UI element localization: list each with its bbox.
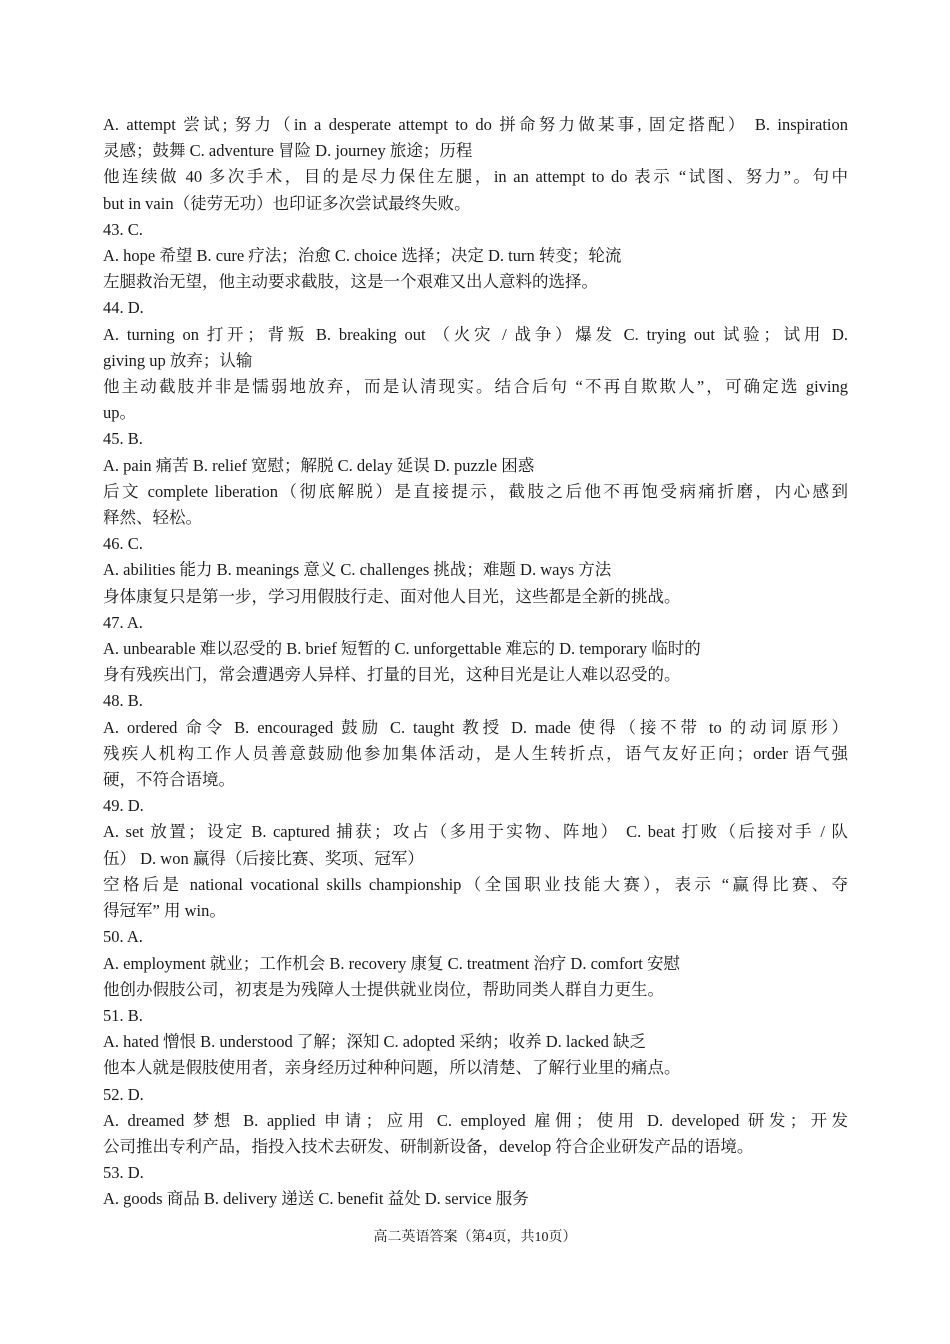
text-line: 他主动截肢并非是懦弱地放弃，而是认清现实。结合后句 “不再自欺欺人”，可确定选 giving bbox=[103, 377, 848, 397]
text-line: A. turning on 打开；背叛 B. breaking out （火灾 / 战争）爆发 C. trying out 试验；试用 D. bbox=[103, 324, 848, 344]
question-number: 51. B. bbox=[103, 1005, 143, 1025]
text-line: 伍） D. won 赢得（后接比赛、奖项、冠军） bbox=[103, 848, 424, 868]
text-line: 残疾人机构工作人员善意鼓励他参加集体活动，是人生转折点，语气友好正向；order 语气强 bbox=[103, 743, 848, 763]
text-line: A. dreamed 梦想 B. applied 申请；应用 C. employed 雇佣；使用 D. developed 研发；开发 bbox=[103, 1110, 848, 1130]
text-line: 释然、轻松。 bbox=[103, 508, 202, 528]
question-number: 45. B. bbox=[103, 429, 143, 449]
text-line: 硬，不符合语境。 bbox=[103, 770, 235, 790]
text-line: A. attempt 尝试; 努力（in a desperate attempt to do 拼命努力做某事, 固定搭配） B. inspiration bbox=[103, 115, 848, 134]
text-line: 后文 complete liberation（彻底解脱）是直接提示，截肢之后他不再饱受病痛折磨，内心感到 bbox=[103, 481, 848, 501]
question-number: 52. D. bbox=[103, 1084, 144, 1104]
text-line: A. set 放置；设定 B. captured 捕获；攻占（多用于实物、阵地） C. beat 打败（后接对手 / 队 bbox=[103, 822, 848, 842]
question-number: 53. D. bbox=[103, 1163, 144, 1183]
text-line: A. hope 希望 B. cure 疗法；治愈 C. choice 选择；决定 D. turn 转变；轮流 bbox=[103, 246, 622, 266]
text-line: 他本人就是假肢使用者，亲身经历过种种问题，所以清楚、了解行业里的痛点。 bbox=[103, 1058, 681, 1078]
question-number: 47. A. bbox=[103, 612, 143, 632]
answer-content bbox=[103, 112, 848, 1213]
text-line: A. hated 憎恨 B. understood 了解；深知 C. adopted 采纳；收养 D. lacked 缺乏 bbox=[103, 1032, 647, 1052]
text-line: up。 bbox=[103, 403, 136, 423]
text-line: 左腿救治无望，他主动要求截肢，这是一个艰难又出人意料的选择。 bbox=[103, 272, 598, 292]
question-number: 48. B. bbox=[103, 691, 143, 711]
question-number: 46. C. bbox=[103, 534, 143, 554]
text-line: giving up 放弃；认输 bbox=[103, 350, 253, 370]
text-line: 他连续做 40 多次手术，目的是尽力保住左腿，in an attempt to do 表示 “试图、努力”。句中 bbox=[103, 167, 848, 187]
text-line: A. goods 商品 B. delivery 递送 C. benefit 益处 D. service 服务 bbox=[103, 1189, 529, 1209]
text-line: 灵感；鼓舞 C. adventure 冒险 D. journey 旅途；历程 bbox=[103, 141, 473, 161]
question-number: 44. D. bbox=[103, 298, 144, 318]
text-line: A. employment 就业；工作机会 B. recovery 康复 C. treatment 治疗 D. comfort 安慰 bbox=[103, 953, 680, 973]
question-number: 43. C. bbox=[103, 219, 143, 239]
text-line: 得冠军” 用 win。 bbox=[103, 901, 226, 921]
question-number: 50. A. bbox=[103, 927, 143, 947]
text-line: 公司推出专利产品，指投入技术去研发、研制新设备，develop 符合企业研发产品的语境。 bbox=[103, 1136, 754, 1156]
text-line: but in vain（徒劳无功）也印证多次尝试最终失败。 bbox=[103, 193, 471, 213]
text-line: 身有残疾出门，常会遭遇旁人异样、打量的目光，这种目光是让人难以忍受的。 bbox=[103, 665, 681, 685]
text-line: 他创办假肢公司，初衷是为残障人士提供就业岗位，帮助同类人群自力更生。 bbox=[103, 979, 664, 999]
question-number: 49. D. bbox=[103, 796, 144, 816]
page-footer: 高二英语答案（第4页，共10页） bbox=[373, 1230, 577, 1245]
text-line: 空格后是 national vocational skills championship（全国职业技能大赛），表示 “赢得比赛、夺 bbox=[103, 874, 848, 894]
text-line: A. ordered 命令 B. encouraged 鼓励 C. taught 教授 D. made 使得（接不带 to 的动词原形） bbox=[103, 717, 848, 737]
text-line: 身体康复只是第一步，学习用假肢行走、面对他人目光，这些都是全新的挑战。 bbox=[103, 586, 681, 606]
text-line: A. pain 痛苦 B. relief 宽慰；解脱 C. delay 延误 D. puzzle 困惑 bbox=[103, 455, 535, 475]
text-line: A. unbearable 难以忍受的 B. brief 短暂的 C. unforgettable 难忘的 D. temporary 临时的 bbox=[103, 639, 701, 659]
text-line: A. abilities 能力 B. meanings 意义 C. challenges 挑战；难题 D. ways 方法 bbox=[103, 560, 612, 580]
